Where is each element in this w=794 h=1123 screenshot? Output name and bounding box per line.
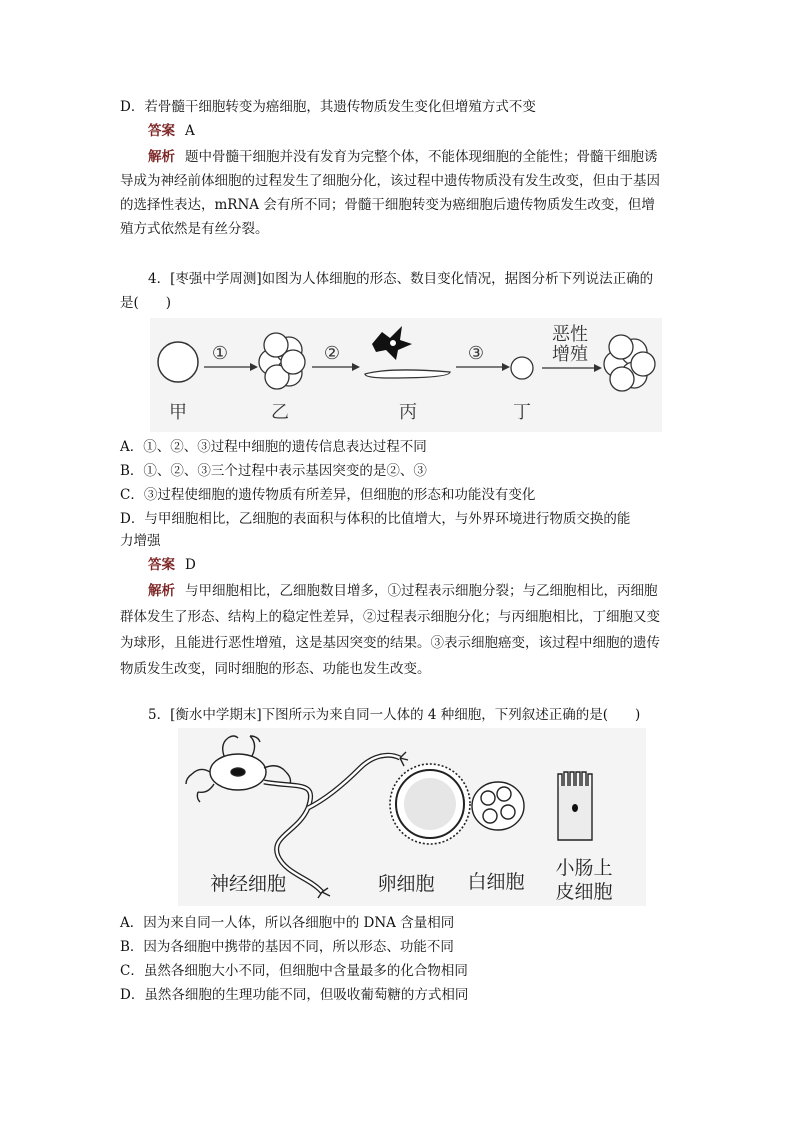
q3-analysis-row <box>148 146 680 168</box>
four-cells-figure <box>178 728 646 906</box>
q4-option-c: C．③过程使细胞的遗传物质有所差异，但细胞的形态和功能没有变化 <box>120 487 536 503</box>
cell-yi <box>259 333 305 389</box>
analysis-text: 殖方式依然是有丝分裂。 <box>120 221 269 237</box>
step-4-label-line1: 恶性 <box>552 324 588 345</box>
analysis-text: 为球形，且能进行恶性增殖，这是基因突变的结果。③表示细胞癌变，该过程中细胞的遗传 <box>120 635 660 651</box>
q5-option-d: D．虽然各细胞的生理功能不同，但吸收葡萄糖的方式相同 <box>120 987 469 1003</box>
label-yi: 乙 <box>271 402 289 423</box>
q4-stem: 4．[枣强中学周测]如图为人体细胞的形态、数目变化情况，据图分析下列说法正确的 <box>148 271 654 287</box>
step-1-label: ① <box>211 343 229 364</box>
analysis-text: 物质发生改变，同时细胞的形态、功能也发生改变。 <box>120 661 431 677</box>
label-ding: 丁 <box>513 402 531 423</box>
egg-cell-drawing <box>390 764 470 844</box>
label-nerve-cell: 神经细胞 <box>209 873 287 895</box>
q3-option-d: D．若骨髓干细胞转变为癌细胞，其遗传物质发生变化但增殖方式不变 <box>120 99 536 115</box>
label-egg-cell: 卵细胞 <box>377 873 435 895</box>
label-intestinal-line2: 皮细胞 <box>555 881 613 903</box>
label-intestinal-line1: 小肠上 <box>555 857 613 879</box>
step-4-label-line2: 增殖 <box>552 344 588 365</box>
q5-option-c: C．虽然各细胞大小不同，但细胞中含量最多的化合物相同 <box>120 963 468 979</box>
q4-option-d: D．与甲细胞相比，乙细胞的表面积与体积的比值增大，与外界环境进行物质交换的能 <box>120 511 631 527</box>
analysis-label: 解析 <box>148 583 175 599</box>
cell-ding <box>511 357 533 379</box>
q4-option-b: B．①、②、③三个过程中表示基因突变的是②、③ <box>120 463 427 479</box>
q3-answer-row <box>148 120 680 142</box>
analysis-text: 与甲细胞相比，乙细胞数目增多，①过程表示细胞分裂；与乙细胞相比，丙细胞 <box>185 583 658 599</box>
cell-bing <box>365 326 450 378</box>
analysis-text: 群体发生了形态、结构上的稳定性差异，②过程表示细胞分化；与丙细胞相比，丁细胞又变 <box>120 609 660 625</box>
answer-value: A <box>185 123 195 139</box>
intestinal-cell-drawing <box>558 772 592 840</box>
analysis-text: 导成为神经前体细胞的过程发生了细胞分化，该过程中遗传物质没有发生改变，但由于基因 <box>120 173 660 189</box>
analysis-text: 的选择性表达，mRNA 会有所不同；骨髓干细胞转变为癌细胞后遗传物质发生改变，但增 <box>120 197 655 213</box>
answer-label: 答案 <box>148 557 175 573</box>
analysis-text: 题中骨髓干细胞并没有发育为完整个体，不能体现细胞的全能性；骨髓干细胞诱 <box>185 149 658 165</box>
q4-analysis-row <box>148 580 680 602</box>
q4-option-a: A．①、②、③过程中细胞的遗传信息表达过程不同 <box>120 439 427 455</box>
label-jia: 甲 <box>169 402 187 423</box>
q4-option-d-cont: 力增强 <box>120 533 161 549</box>
answer-value: D <box>185 557 196 573</box>
analysis-label: 解析 <box>148 149 175 165</box>
answer-label: 答案 <box>148 123 175 139</box>
step-3-label: ③ <box>467 343 485 364</box>
cell-change-figure <box>150 318 662 432</box>
q5-option-a: A．因为来自同一人体，所以各细胞中的 DNA 含量相同 <box>120 915 455 931</box>
step-2-label: ② <box>323 343 341 364</box>
cell-jia <box>158 342 198 382</box>
q5-option-b: B．因为各细胞中携带的基因不同，所以形态、功能不同 <box>120 939 454 955</box>
q4-stem: 是( ) <box>120 295 172 311</box>
label-bing: 丙 <box>399 402 417 423</box>
white-blood-cell-drawing <box>472 782 524 830</box>
q4-answer-row <box>148 554 680 576</box>
cell-cluster-final <box>604 335 655 391</box>
label-white-blood-cell: 白细胞 <box>467 871 525 893</box>
q5-stem: 5．[衡水中学期末]下图所示为来自同一人体的 4 种细胞，下列叙述正确的是( ) <box>148 707 641 723</box>
